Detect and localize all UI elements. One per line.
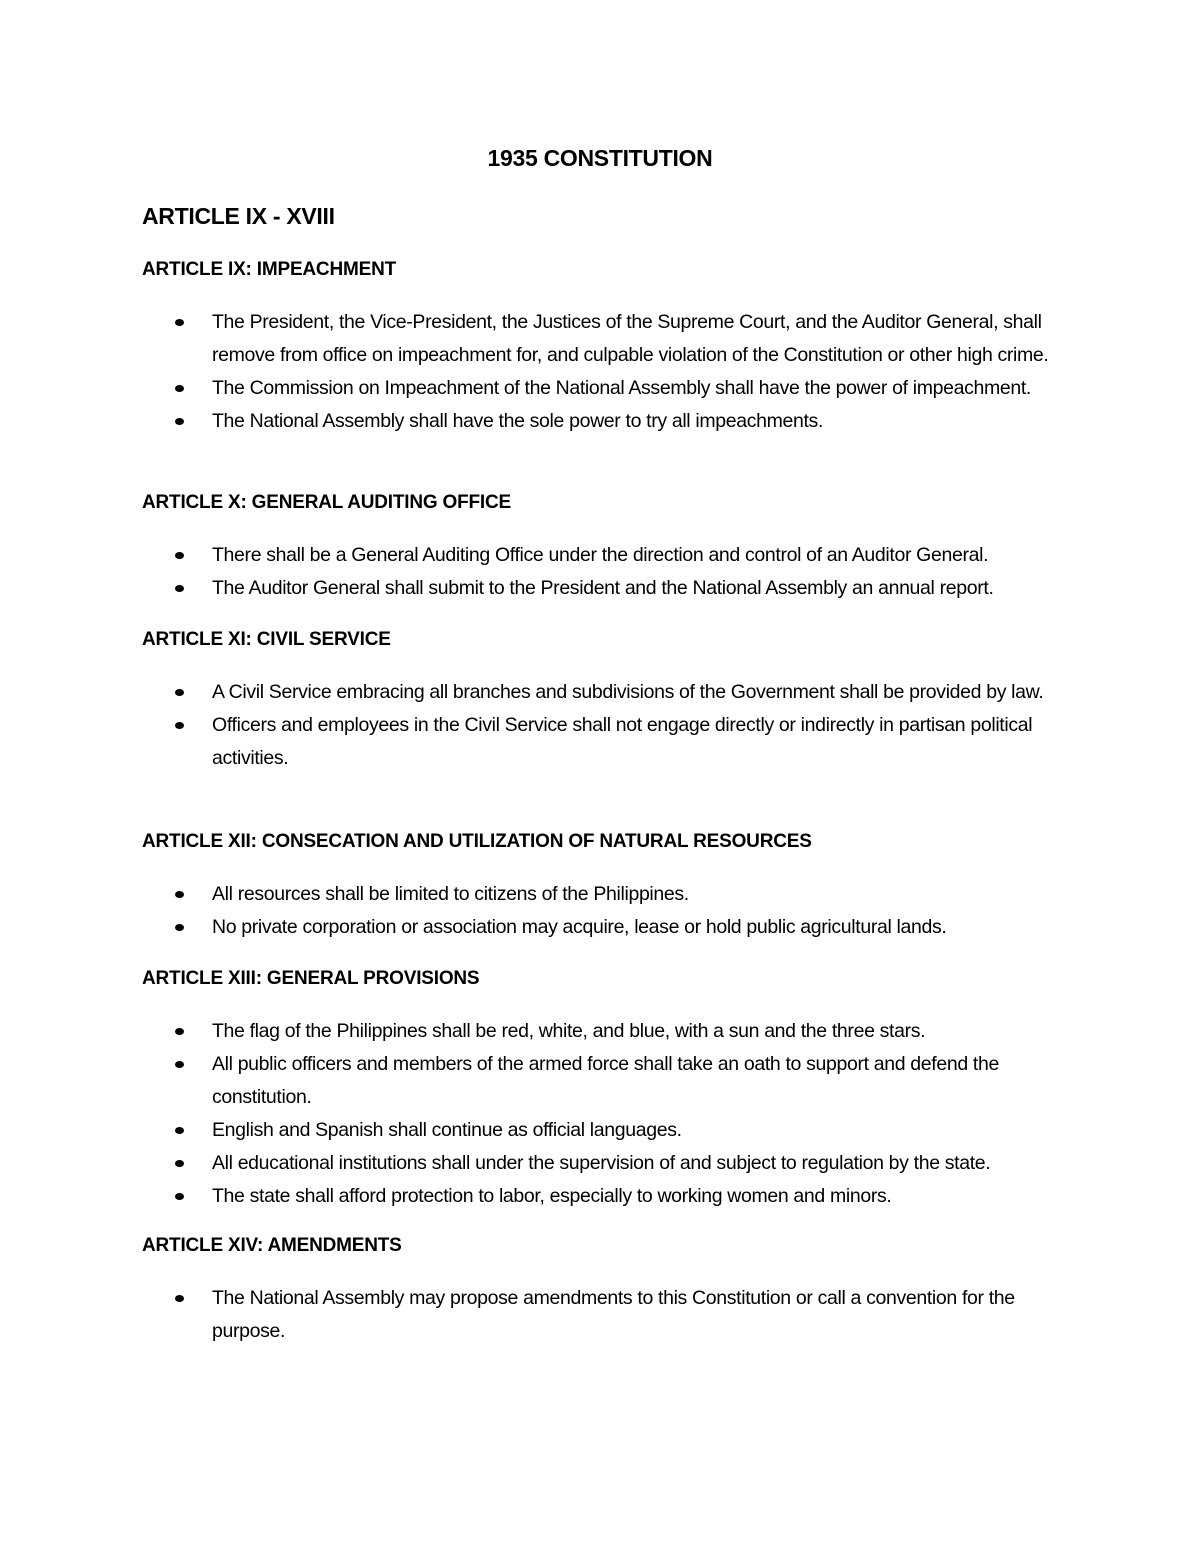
list-item: [142, 1048, 1072, 1114]
section-heading: ARTICLE XI: CIVIL SERVICE: [142, 629, 391, 650]
section-general-auditing-office: [142, 490, 1072, 605]
section-heading: ARTICLE XIV: AMENDMENTS: [142, 1235, 402, 1256]
section-civil-service: [142, 627, 1072, 775]
list-item-text: All resources shall be limited to citizens of the Philippines.: [212, 883, 689, 905]
list-item-text: English and Spanish shall continue as official languages.: [212, 1119, 682, 1141]
bullet-icon: [175, 585, 184, 592]
bullet-list: [142, 1015, 1072, 1213]
list-item-text: All educational institutions shall under the supervision of and subject to regulation by the state.: [212, 1152, 991, 1174]
list-item-text: The state shall afford protection to labor, especially to working women and minors.: [212, 1185, 892, 1207]
section-natural-resources: [142, 829, 1072, 944]
bullet-icon: [175, 385, 184, 392]
list-item-text: The National Assembly may propose amendments to this Constitution or call a convention for the purpose.: [212, 1287, 1015, 1342]
bullet-icon: [175, 418, 184, 425]
bullet-icon: [175, 552, 184, 559]
bullet-list: [142, 306, 1072, 438]
document-subtitle: ARTICLE IX - XVIII: [142, 203, 335, 229]
bullet-icon: [175, 1127, 184, 1134]
list-item-text: A Civil Service embracing all branches and subdivisions of the Government shall be provided by law.: [212, 681, 1044, 703]
list-item-text: All public officers and members of the armed force shall take an oath to support and defend the constitution.: [212, 1053, 999, 1108]
list-item: [142, 911, 1072, 944]
list-item: [142, 1114, 1072, 1147]
bullet-icon: [175, 1193, 184, 1200]
list-item-text: The President, the Vice-President, the Justices of the Supreme Court, and the Auditor General, shall remove from office on impeachment for, and culpable violation of the Constitution or other high crime.: [212, 311, 1049, 366]
list-item-text: The Commission on Impeachment of the National Assembly shall have the power of impeachment.: [212, 377, 1031, 399]
bullet-list: [142, 676, 1072, 775]
document-title: 1935 CONSTITUTION: [487, 145, 713, 171]
bullet-icon: [175, 689, 184, 696]
bullet-icon: [175, 722, 184, 729]
list-item: [142, 878, 1072, 911]
section-heading: ARTICLE XIII: GENERAL PROVISIONS: [142, 968, 480, 989]
list-item: [142, 539, 1072, 572]
list-item-text: The National Assembly shall have the sole power to try all impeachments.: [212, 410, 824, 432]
section-amendments: [142, 1233, 1072, 1348]
bullet-icon: [175, 1295, 184, 1302]
bullet-icon: [175, 1061, 184, 1068]
list-item: [142, 572, 1072, 605]
section-heading: ARTICLE IX: IMPEACHMENT: [142, 259, 397, 280]
section-general-provisions: [142, 966, 1072, 1213]
bullet-icon: [175, 1028, 184, 1035]
section-impeachment: [142, 257, 1072, 438]
list-item: [142, 676, 1072, 709]
bullet-icon: [175, 924, 184, 931]
list-item: [142, 1282, 1072, 1348]
list-item: [142, 1147, 1072, 1180]
bullet-icon: [175, 1160, 184, 1167]
list-item: [142, 1015, 1072, 1048]
section-heading: ARTICLE X: GENERAL AUDITING OFFICE: [142, 492, 511, 513]
bullet-list: [142, 878, 1072, 944]
list-item: [142, 709, 1072, 775]
list-item: [142, 405, 1072, 438]
bullet-list: [142, 1282, 1072, 1348]
list-item: [142, 1180, 1072, 1213]
list-item-text: There shall be a General Auditing Office under the direction and control of an Auditor General.: [212, 544, 989, 566]
section-heading: ARTICLE XII: CONSECATION AND UTILIZATION OF NATURAL RESOURCES: [142, 831, 812, 852]
bullet-list: [142, 539, 1072, 605]
list-item-text: The Auditor General shall submit to the President and the National Assembly an annual report.: [212, 577, 994, 599]
list-item: [142, 306, 1072, 372]
list-item-text: Officers and employees in the Civil Service shall not engage directly or indirectly in partisan political activities.: [212, 714, 1033, 769]
list-item-text: The flag of the Philippines shall be red, white, and blue, with a sun and the three stars.: [212, 1020, 926, 1042]
list-item-text: No private corporation or association may acquire, lease or hold public agricultural lands.: [212, 916, 947, 938]
bullet-icon: [175, 891, 184, 898]
bullet-icon: [175, 319, 184, 326]
list-item: [142, 372, 1072, 405]
